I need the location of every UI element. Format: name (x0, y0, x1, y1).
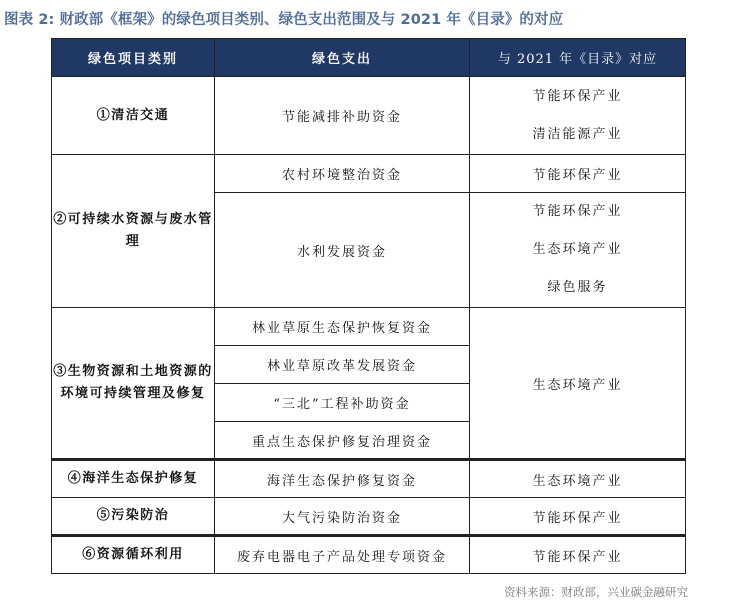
fund-cell: 废弃电器电子产品处理专项资金 (215, 536, 470, 574)
table-row (52, 536, 686, 574)
mapping-cell (470, 193, 686, 308)
fund-cell: 海洋生态保护修复资金 (215, 460, 470, 498)
source-note: 资料来源：财政部，兴业碳金融研究 (504, 585, 688, 599)
fund-cell: 农村环境整治资金 (215, 155, 470, 193)
mapping-cell: 节能环保产业 (470, 536, 686, 574)
mapping-cell: 节能环保产业 (470, 498, 686, 536)
mapping-item: 节能环保产业 (532, 204, 623, 219)
category-cell: ①清洁交通 (52, 77, 215, 155)
mapping-cell: 生态环境产业 (470, 460, 686, 498)
category-cell: ③生物资源和土地资源的环境可持续管理及修复 (52, 308, 215, 460)
table-row (52, 77, 686, 155)
mapping-item: 生态环境产业 (532, 242, 623, 257)
table-row (52, 498, 686, 536)
header-row (52, 39, 686, 77)
fund-cell: 大气污染防治资金 (215, 498, 470, 536)
fund-cell: 重点生态保护修复治理资金 (215, 422, 470, 460)
table-row (52, 460, 686, 498)
header-expenditure: 绿色支出 (215, 39, 470, 77)
table-row (52, 155, 686, 193)
figure-title: 图表 2: 财政部《框架》的绿色项目类别、绿色支出范围及与 2021 年《目录》的对应 (4, 12, 564, 28)
header-mapping: 与 2021 年《目录》对应 (470, 39, 686, 77)
category-cell: ⑥资源循环利用 (52, 536, 215, 574)
fund-cell: 水利发展资金 (215, 193, 470, 308)
category-cell: ②可持续水资源与废水管理 (52, 155, 215, 308)
mapping-cell: 节能环保产业 (470, 155, 686, 193)
mapping-item: 清洁能源产业 (532, 126, 623, 142)
category-cell: ④海洋生态保护修复 (52, 460, 215, 498)
fund-cell: 林业草原改革发展资金 (215, 346, 470, 384)
fund-cell: 林业草原生态保护恢复资金 (215, 308, 470, 346)
mapping-cell: 生态环境产业 (470, 308, 686, 460)
fund-cell: “三北”工程补助资金 (215, 384, 470, 422)
header-category: 绿色项目类别 (52, 39, 215, 77)
fund-cell: 节能减排补助资金 (215, 77, 470, 155)
category-cell: ⑤污染防治 (52, 498, 215, 536)
table-row (52, 308, 686, 346)
mapping-item: 节能环保产业 (532, 88, 623, 104)
green-project-table (51, 38, 686, 574)
mapping-item: 绿色服务 (547, 280, 608, 295)
mapping-cell (470, 77, 686, 155)
